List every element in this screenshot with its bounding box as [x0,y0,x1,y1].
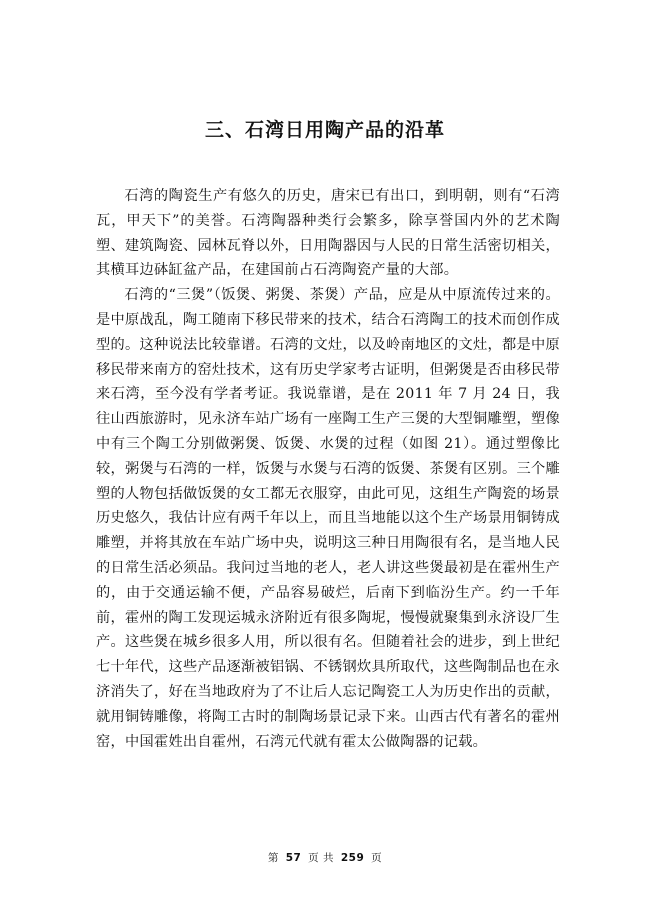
footer-middle: 页 共 [308,852,335,864]
footer-prefix: 第 [267,852,279,864]
paragraph-intro: 石湾的陶瓷生产有悠久的历史，唐宋已有出口，到明朝，则有“石湾瓦，甲天下”的美誉。石湾陶器种类行会繁多，除享誉国内外的艺术陶塑、建筑陶瓷、园林瓦脊以外，日用陶器因与人民的日常生活密切相关，其横耳边砵缸盆产品，在建国前占石湾陶瓷产量的大部。 [96,188,560,279]
current-page-number: 57 [285,852,302,864]
section-heading: 三、石湾日用陶产品的沿革 [204,119,445,141]
body-text [96,184,560,754]
total-page-count: 259 [340,852,365,864]
page-footer [0,850,650,866]
footer-suffix: 页 [371,852,383,864]
paragraph-three-pots: 石湾的“三煲”（饭煲、粥煲、茶煲）产品，应是从中原流传过来的。是中原战乱，陶工随南下移民带来的技术，结合石湾陶工的技术而创作成型的。这种说法比较靠谱。石湾的文灶，以及岭南地区的文灶，都是中原移民带来南方的窑灶技术，这有历史学家考古证明，但粥煲是否由移民带来石湾，至今没有学者考证。我说靠谱，是在 2011 年 7 月 24 日，我往山西旅游时，见永济车站广场有一座陶工生产三煲的大型铜雕塑，塑像中有三个陶工分别做粥煲、饭煲、水煲的过程（如图 21）。通过塑像比较，粥煲与石湾的一样，饭煲与水煲与石湾的饭煲、茶煲有区别。三个雕塑的人物包括做饭煲的女工都无衣服穿，由此可见，这组生产陶瓷的场景历史悠久，我估计应有两千年以上，而且当地能以这个生产场景用铜铸成雕塑，并将其放在车站广场中央，说明这三种日用陶很有名，是当地人民的日常生活必须品。我问过当地的老人，老人讲这些煲最初是在霍州生产的，由于交通运输不便，产品容易破烂，后南下到临汾生产。约一千年前，霍州的陶工发现运城永济附近有很多陶坭，慢慢就聚集到永济设厂生产。这些煲在城乡很多人用，所以很有名。但随着社会的进步，到上世纪七十年代，这些产品逐渐被铝锅、不锈钢炊具所取代，这些陶制品也在永济消失了，好在当地政府为了不让后人忘记陶瓷工人为历史作出的贡献，就用铜铸雕像，将陶工古时的制陶场景记录下来。山西古代有著名的霍州窑，中国霍姓出自霍州，石湾元代就有霍太公做陶器的记载。 [96,287,560,750]
